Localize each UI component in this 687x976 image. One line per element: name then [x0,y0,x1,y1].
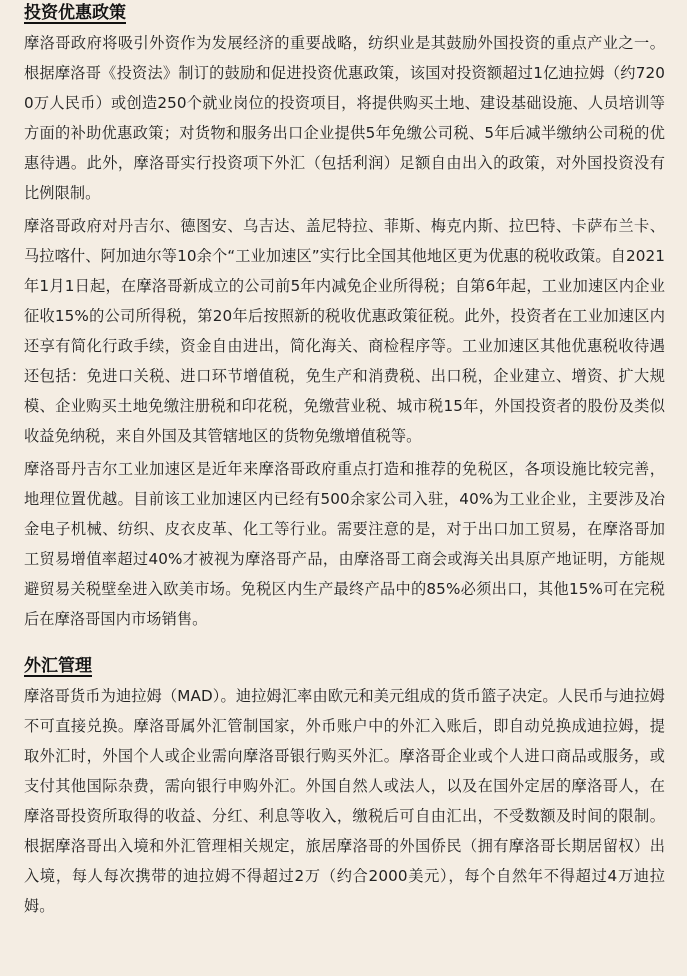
section-title-forex-management: 外汇管理 [24,656,92,676]
article [0,1,687,976]
paragraph-currency-rules: 摩洛哥货币为迪拉姆（MAD）。迪拉姆汇率由欧元和美元组成的货币篮子决定。人民币与迪拉姆不可直接兑换。摩洛哥属外汇管制国家，外币账户中的外汇入账后，即自动兑换成迪拉姆，提取外汇时，外国个人或企业需向摩洛哥银行购买外汇。摩洛哥企业或个人进口商品或服务，或支付其他国际杂费，需向银行申购外汇。外国自然人或法人，以及在国外定居的摩洛哥人，在摩洛哥投资所取得的收益、分红、利息等收入，缴税后可自由汇出，不受数额及时间的限制。根据摩洛哥出入境和外汇管理相关规定，旅居摩洛哥的外国侨民（拥有摩洛哥长期居留权）出入境，每人每次携带的迪拉姆不得超过2万（约合2000美元），每个自然年不得超过4万迪拉姆。 [24,687,665,915]
section-title-investment-incentives: 投资优惠政策 [24,3,126,23]
paragraph-investment-strategy: 摩洛哥政府将吸引外资作为发展经济的重要战略，纺织业是其鼓励外国投资的重点产业之一。根据摩洛哥《投资法》制订的鼓励和促进投资优惠政策，该国对投资额超过1亿迪拉姆（约7200万人民币）或创造250个就业岗位的投资项目，将提供购买土地、建设基础设施、人员培训等方面的补助优惠政策；对货物和服务出口企业提供5年免缴公司税、5年后减半缴纳公司税的优惠待遇。此外，摩洛哥实行投资项下外汇（包括利润）足额自由出入的政策，对外国投资没有比例限制。 [24,34,665,202]
paragraph-tangier-zone: 摩洛哥丹吉尔工业加速区是近年来摩洛哥政府重点打造和推荐的免税区，各项设施比较完善，地理位置优越。目前该工业加速区内已经有500余家公司入驻，40%为工业企业，主要涉及冶金电子机械、纺织、皮衣皮革、化工等行业。需要注意的是，对于出口加工贸易，在摩洛哥加工贸易增值率超过40%才被视为摩洛哥产品，由摩洛哥工商会或海关出具原产地证明，方能规避贸易关税壁垒进入欧美市场。免税区内生产最终产品中的85%必须出口，其他15%可在完税后在摩洛哥国内市场销售。 [24,460,665,628]
paragraph-industrial-acceleration-zones: 摩洛哥政府对丹吉尔、德图安、乌吉达、盖尼特拉、菲斯、梅克内斯、拉巴特、卡萨布兰卡、马拉喀什、阿加迪尔等10余个“工业加速区”实行比全国其他地区更为优惠的税收政策。自2021年1月1日起，在摩洛哥新成立的公司前5年内减免企业所得税；自第6年起，工业加速区内企业征收15%的公司所得税，第20年后按照新的税收优惠政策征税。此外，投资者在工业加速区内还享有简化行政手续，资金自由进出，简化海关、商检程序等。工业加速区其他优惠税收待遇还包括：免进口关税、进口环节增值税，免生产和消费税、出口税，企业建立、增资、扩大规模、企业购买土地免缴注册税和印花税，免缴营业税、城市税15年，外国投资者的股份及类似收益免纳税，来自外国及其管辖地区的货物免缴增值税等。 [24,217,665,445]
